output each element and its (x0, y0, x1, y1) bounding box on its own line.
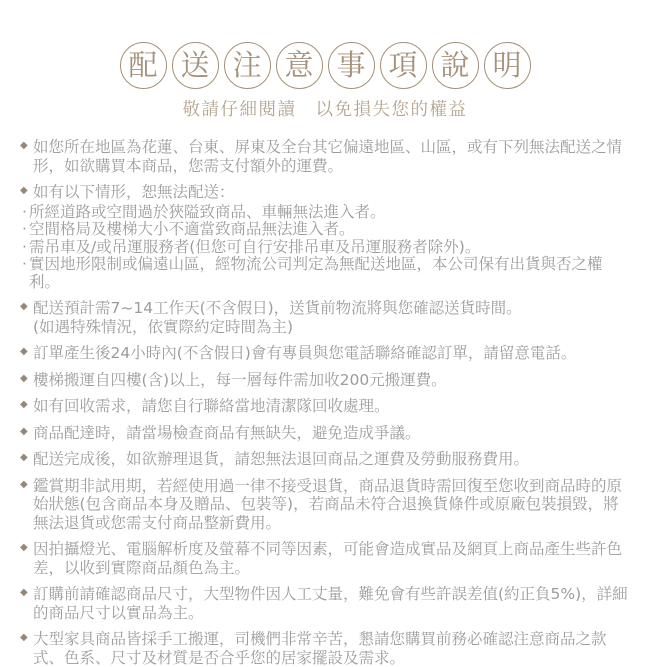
notice-sub-item (20, 256, 632, 291)
notice-item (20, 138, 632, 175)
notice-item-text: 配送完成後，如欲辦理退貨，請恕無法退回商品之運費及勞動服務費用。 (33, 450, 530, 468)
notice-item-text: 因拍攝燈光、電腦解析度及螢幕不同等因素，可能會造成實品及網頁上商品產生些許色差，以收到實際商品顏色為主。 (33, 540, 623, 577)
diamond-bullet-icon: ◆ (20, 399, 28, 410)
page-subtitle: 敬請仔細閱讀 以免損失您的權益 (182, 100, 468, 120)
notice-item (20, 540, 632, 577)
diamond-bullet-icon: ◆ (20, 185, 28, 196)
diamond-bullet-icon: ◆ (20, 301, 28, 312)
notice-sub-item-text: 實因地形限制或偏遠山區，經物流公司判定為無配送地區，本公司保有出貨與否之權利。 (29, 255, 603, 291)
dot-bullet-icon: · (22, 220, 27, 238)
diamond-bullet-icon: ◆ (20, 372, 28, 384)
notice-sub-item-text: 需吊車及/或吊運服務者(但您可自行安排吊車及吊運服務者除外)。 (29, 237, 481, 256)
diamond-bullet-icon: ◆ (20, 425, 28, 437)
title-char-circle: 事 (328, 42, 375, 89)
notice-item-text: 訂單產生後24小時內(不含假日)會有專員與您電話聯絡確認訂單，請留意電話。 (33, 344, 577, 362)
page-header (0, 42, 650, 121)
notice-item (20, 477, 632, 533)
dot-bullet-icon: · (22, 237, 27, 256)
title-char-circle: 配 (120, 42, 167, 89)
notice-sub-item-text: 空間格局及樓梯大小不適當致商品無法進入者。 (29, 220, 355, 238)
notice-sub-item (20, 204, 632, 222)
diamond-bullet-icon: ◆ (20, 140, 28, 151)
notice-item (20, 450, 632, 469)
notice-item-text: 訂購前請確認商品尺寸，大型物件因人工丈量，難免會有些許誤差值(約正負5%)，詳細的商品尺寸以實品為主。 (33, 585, 628, 622)
notice-item (20, 299, 632, 336)
diamond-bullet-icon: ◆ (20, 346, 28, 357)
notice-item-text: 大型家具商品皆採手工搬運，司機們非常辛苦，懇請您購買前務必確認注意商品之款式、色系、尺寸及材質是否合乎您的居家擺設及需求。 (33, 630, 607, 667)
title-char-circle: 項 (380, 42, 427, 89)
diamond-bullet-icon: ◆ (20, 452, 28, 463)
notice-sub-list (20, 204, 632, 292)
notice-item (20, 630, 632, 667)
title-char-circle: 意 (276, 42, 323, 89)
notice-item-text: 如有回收需求，請您自行聯絡當地清潔隊回收處理。 (33, 397, 390, 415)
notice-sub-item (20, 239, 632, 257)
diamond-bullet-icon: ◆ (20, 542, 28, 553)
title-char-circle: 說 (432, 42, 479, 89)
notice-sub-item (20, 221, 632, 239)
title-char-circle: 注 (224, 42, 271, 89)
notice-item (20, 585, 632, 622)
page-title (0, 42, 650, 89)
notice-item (20, 424, 632, 443)
dot-bullet-icon: · (22, 255, 27, 273)
notice-item-text: 商品配達時，請當場檢查商品有無缺失，避免造成爭議。 (33, 423, 421, 442)
diamond-bullet-icon: ◆ (20, 478, 28, 490)
title-char-circle: 明 (484, 42, 531, 89)
diamond-bullet-icon: ◆ (20, 587, 28, 598)
notice-item (20, 344, 632, 363)
dot-bullet-icon: · (22, 202, 27, 221)
notice-item (20, 397, 632, 416)
title-char-circle: 送 (172, 42, 219, 89)
notice-item-text: 鑑賞期非試用期，若經使用過一律不接受退貨，商品退貨時需回復至您收到商品時的原始狀態(包含商品本身及贈品、包裝等)，若商品未符合退換貨條件或原廠包裝損毀，將無法退貨或您需支付商品整新費用。 (33, 476, 623, 532)
notice-item (20, 371, 632, 390)
diamond-bullet-icon: ◆ (20, 632, 28, 643)
notice-item-text: 如您所在地區為花蓮、台東、屏東及全台其它偏遠地區、山區，或有下列無法配送之情形，如欲購買本商品，您需支付額外的運費。 (33, 138, 623, 175)
notice-item-text: 配送預計需7~14工作天(不含假日)，送貨前物流將與您確認送貨時間。 (33, 299, 522, 317)
notice-item (20, 183, 632, 202)
notice-item-note: (如遇特殊情況，依實際約定時間為主) (33, 317, 294, 336)
notice-item-text: 樓梯搬運自四樓(含)以上，每一層每件需加收200元搬運費。 (33, 370, 447, 389)
notice-list (0, 138, 650, 667)
notice-item-text: 如有以下情形，恕無法配送： (33, 183, 235, 201)
notice-sub-item-text: 所經道路或空間過於狹隘致商品、車輛無法進入者。 (29, 202, 386, 221)
